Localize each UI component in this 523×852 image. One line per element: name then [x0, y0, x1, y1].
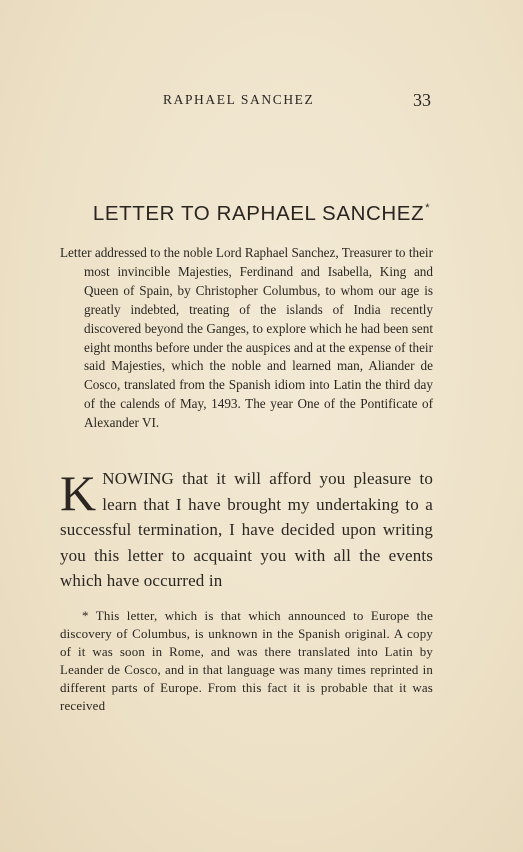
running-head-title: RAPHAEL SANCHEZ	[163, 92, 315, 107]
body-paragraph	[60, 466, 433, 594]
chapter-title-text: LETTER TO RAPHAEL SANCHEZ	[92, 202, 425, 225]
chapter-title	[0, 202, 523, 226]
letter-summary: Letter addressed to the noble Lord Raphael Sanchez, Treasurer to their most invincible Majesties, Ferdinand and Isabella, King and Queen of Spain, by Christopher Columbus, to whom our age is greatly indebted, treating of the islands of India recently discovered beyond the Ganges, to explore which he had been sent eight months before under the auspices and at the expense of their said Majesties, which the noble and learned man, Aliander de Cosco, translated from the Spanish idiom into Latin the third day of the calends of May, 1493. The year One of the Pontificate of Alexander VI.	[60, 245, 433, 431]
body-paragraph-text: NOWING that it will afford you pleasure to learn that I have brought my undertaking to a successful termination, I have decided upon writing you this letter to acquaint you with all the events which have occurred in	[60, 469, 433, 591]
footnote: * This letter, which is that which announced to Europe the discovery of Columbus, is unknown in the Spanish original. A copy of it was soon in Rome, and was there translated into Latin by Leander de Cosco, and in that language was many times reprinted in different parts of Europe. From this fact it is probable that it was received	[60, 609, 433, 713]
running-head	[0, 92, 523, 112]
footnote-marker: *	[425, 202, 431, 214]
drop-cap: K	[60, 465, 97, 521]
page-number: 33	[413, 90, 431, 110]
